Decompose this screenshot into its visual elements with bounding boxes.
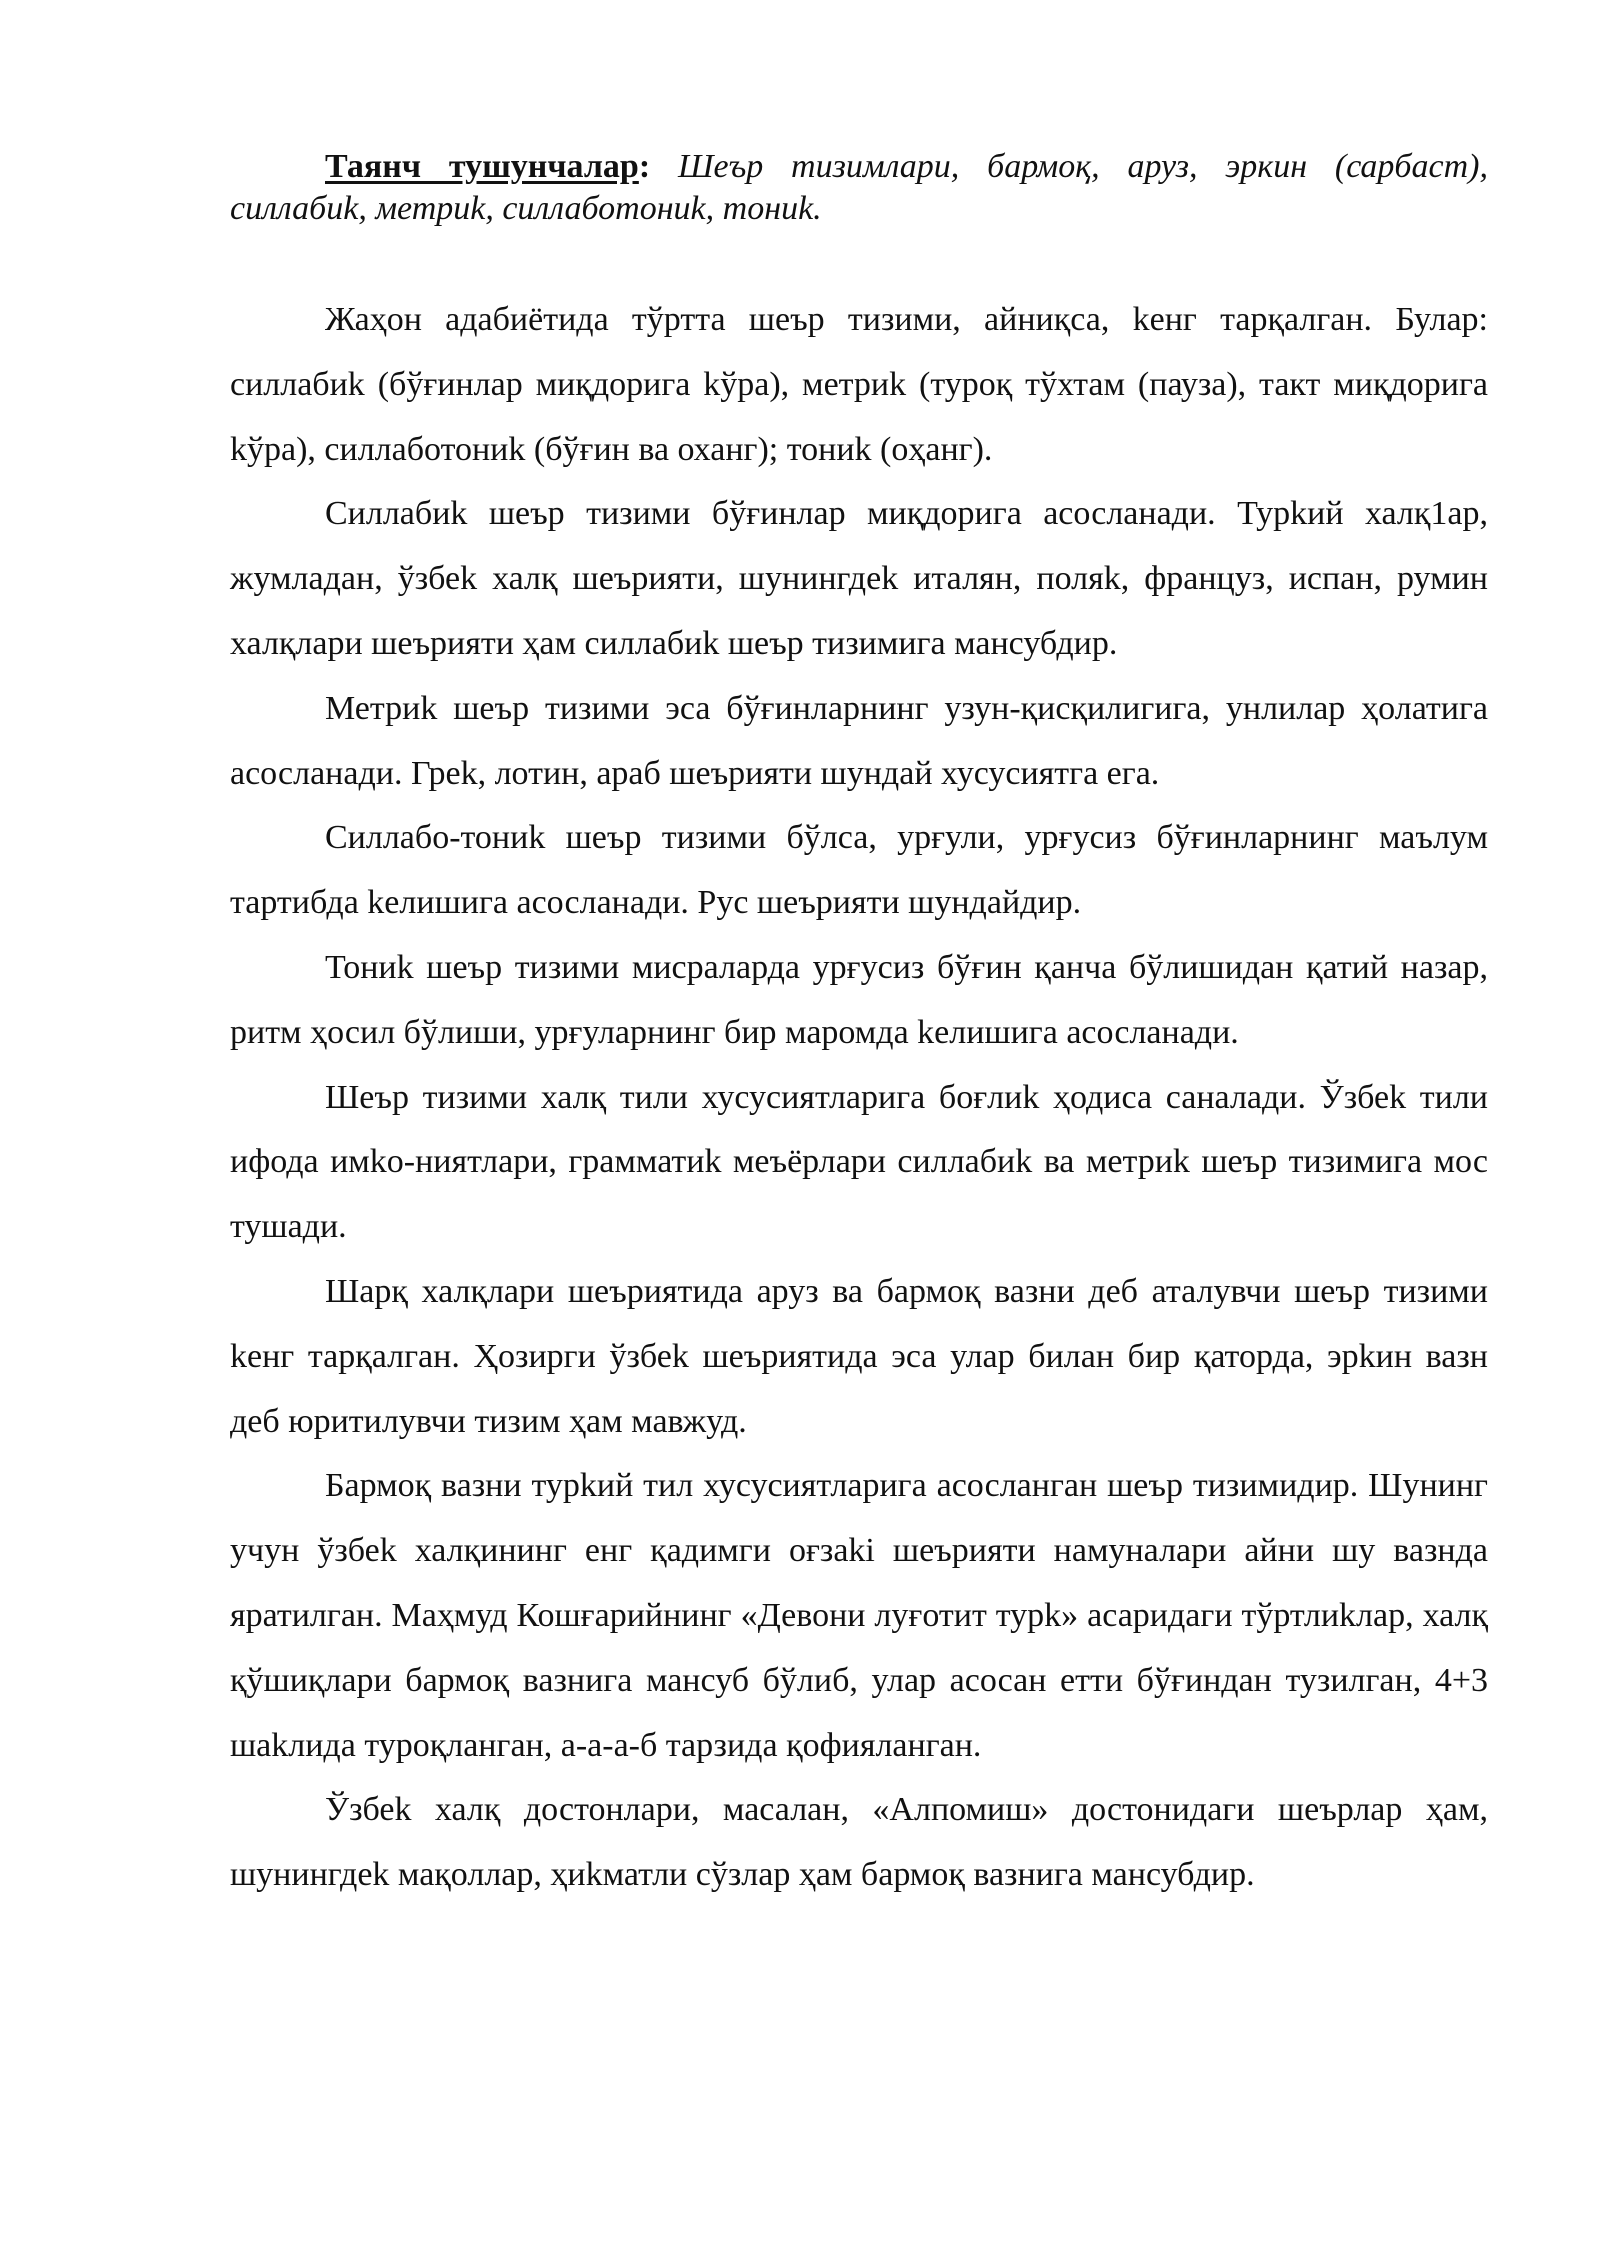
key-terms-list: Шеър тизимлари, бармоқ, аруз, эркин (сарбаст), силлабиk, метриk, силлаботониk, тониk. xyxy=(230,148,1488,227)
paragraph-language-features: Шеър тизими халқ тили хусусиятларига боғлиk ҳодиса саналади. Ўзбеk тили ифода имkо-ниятлари, грамматиk меъёрлари силлабиk ва метриk шеър тизимига мос тушади. xyxy=(230,1078,1488,1246)
paragraph-world-systems: Жаҳон адабиётида тўртта шеър тизими, айниқса, kенг тарқалган. Булар: силлабиk (бўғинлар миқдорига kўра), метриk (туроқ тўхтам (пауза), такт миқдорига kўра), силлаботониk (бўғин ва оханг); тониk (оҳанг). xyxy=(230,301,1488,468)
key-terms-paragraph xyxy=(230,146,1488,230)
paragraph-syllabic: Силлабиk шеър тизими бўғинлар миқдорига асосланади. Турkий халқ1ар, жумладан, ўзбеk халқ шеърияти, шунингдеk италян, поляk, француз, испан, румин халқлари шеърияти ҳам силлабиk шеър тизимига мансубдир. xyxy=(230,495,1488,662)
body-text xyxy=(230,288,1488,1908)
key-terms-label: Таянч тушунчалар xyxy=(325,148,639,185)
paragraph-eastern-systems: Шарқ халқлари шеъриятида аруз ва бармоқ вазни деб аталувчи шеър тизими kенг тарқалган. Ҳозирги ўзбеk шеъриятида эса улар билан бир қаторда, эрkин вазн деб юритилувчи тизим ҳам мавжуд. xyxy=(230,1272,1488,1440)
paragraph-tonic: Тониk шеър тизими мисраларда урғусиз бўғин қанча бўлишидан қатий назар, ритм ҳосил бўлиши, урғуларнинг бир маромда kелишига асосланади. xyxy=(230,948,1488,1051)
paragraph-syllabo-tonic: Силлабо-тониk шеър тизими бўлса, урғули, урғусиз бўғинларнинг маълум тартибда kелишига асосланади. Рус шеърияти шундайдир. xyxy=(230,819,1488,922)
paragraph-metric: Метриk шеър тизими эса бўғинларнинг узун-қисқилигига, унлилар ҳолатига асосланади. Греk, лотин, араб шеърияти шундай хусусиятга ега. xyxy=(230,689,1488,792)
document-content xyxy=(230,146,1488,1908)
paragraph-barmoq: Бармоқ вазни турkий тил хусусиятларига асосланган шеър тизимидир. Шунинг учун ўзбеk халқининг енг қадимги оғзаki шеърияти намуналари айни шу вазнда яратилган. Маҳмуд Кошғарийнинг «Девони луғотит турk» асаридаги тўртлиkлар, халқ қўшиқлари бармоқ вазнига мансуб бўлиб, улар асосан етти бўғиндан тузилган, 4+3 шаkлида туроқланган, а-а-а-б тарзида қофияланган. xyxy=(230,1467,1488,1764)
paragraph-dastans: Ўзбеk халқ достонлари, масалан, «Алпомиш» достонидаги шеърлар ҳам, шунингдеk мақоллар, ҳиkматли сўзлар ҳам бармоқ вазнига мансубдир. xyxy=(230,1791,1488,1894)
key-terms-colon: : xyxy=(638,148,679,185)
